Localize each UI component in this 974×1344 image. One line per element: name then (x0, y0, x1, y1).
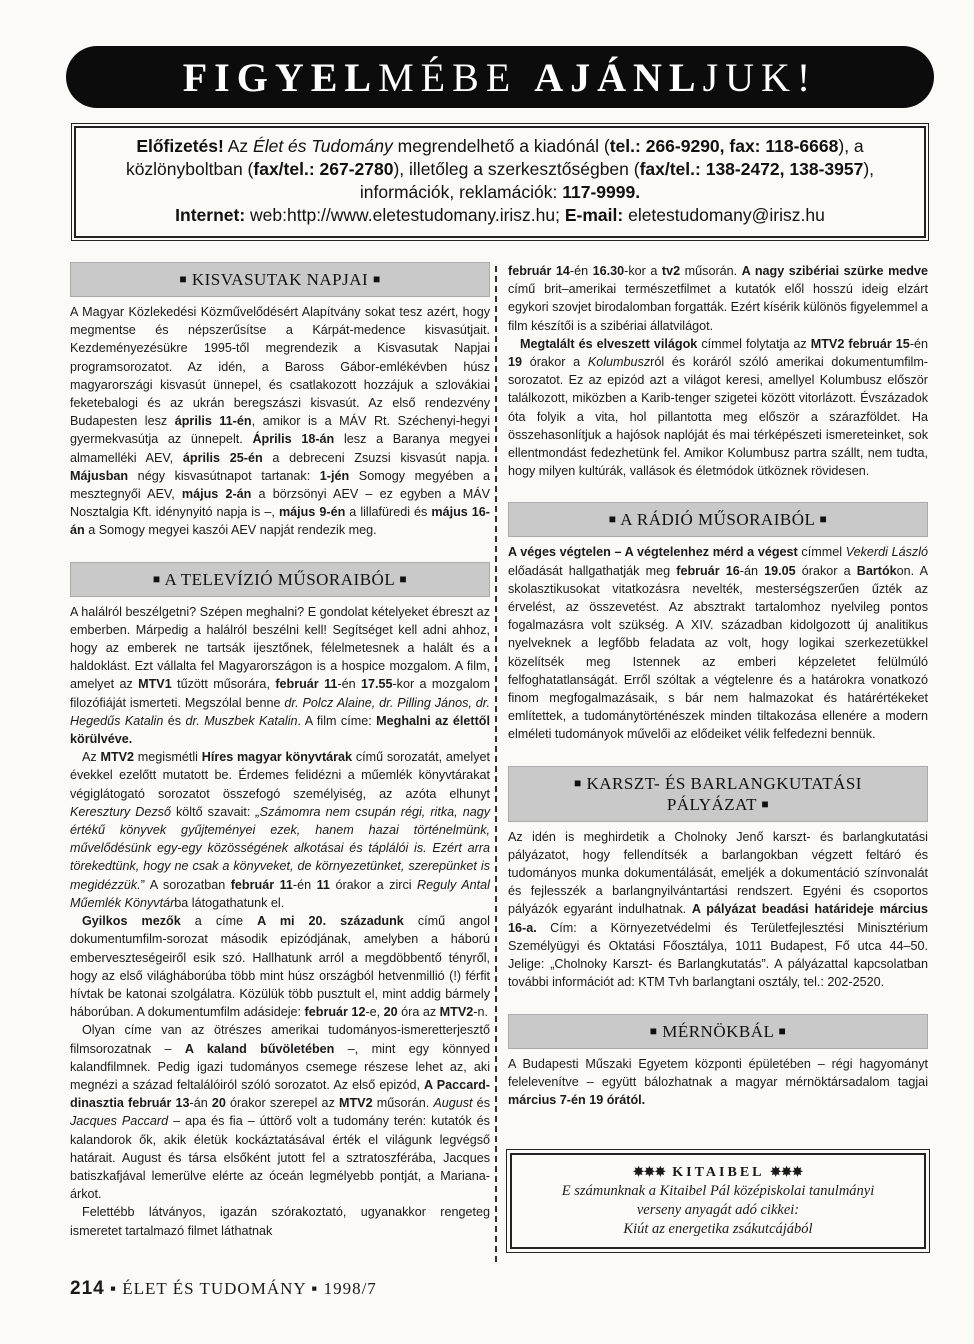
i: August (433, 1096, 473, 1111)
phone-info: 117-9999. (562, 182, 641, 202)
b: 20 (211, 1096, 226, 1111)
b: Májusban (70, 468, 129, 483)
kisvasut-text (70, 303, 490, 540)
left-column (70, 262, 490, 1240)
t: című angol dokumentumfilm-sorozat második epizódjának, amelyben a háború emberveszteségeiről esik szó. Hallhatunk arról a megdöbbentő tényről, hogy az első világháborúba több mint húsz országból hetvenmillió (!) férfit hívtak be katonai szolgálatra. Közülük több pusztult el, mint addig bármely háborúban. A dokumentumfilm adásideje: (70, 914, 490, 1020)
b: Megtalált és elveszett világok (520, 336, 698, 351)
t: – apa és fia – úttörő volt a tudomány terén: kutatók és kalandorok ők, akik életük kockáztatásával érték el világunk legvégső határait. August és társa elsőként jutott fel a sztratoszférába, Jacques batiszkafjával lemerülve elérte az óceán legmélyebb pontját, a Mariana-árkot. (70, 1114, 490, 1202)
right-column (508, 262, 928, 1109)
page-number: 214 (70, 1278, 105, 1299)
t: -án (739, 563, 765, 578)
t: ba látogathatunk el. (174, 895, 285, 910)
tv-paragraph-4 (70, 1021, 490, 1203)
b: február 11 (230, 877, 293, 892)
t: Cím: a Környezetvédelmi és Területfejlesztési Minisztérium Személyügyi és Oktatási Főosztálya, 1011 Budapest, Fő utca 44–50. Jelige: „Cholnoky Karszt- és Barlangkutatás”. A pályázattal kapcsolatban további információt ad: KTM Tvh barlangtani osztály, tel.: 202-2520. (508, 920, 928, 990)
b: Meghalni az élettől körülvéve. (70, 713, 490, 747)
kitaibel-title (512, 1164, 924, 1181)
banner-title (183, 54, 818, 101)
subscription-heading: Előfizetés! (136, 136, 224, 156)
column-divider (495, 266, 497, 1262)
i: Vekerdi László (845, 545, 928, 560)
header-banner (66, 46, 934, 108)
email-label: E-mail: (564, 205, 624, 225)
heading-text: MÉRNÖKBÁL (662, 1021, 774, 1041)
t: című brit–amerikai természetfilmet a kutatók elől hosszú ideig elzárt egykori szovjet birodalomban forgatták. Ezért kísérik különös figyelemmel a film készítői is a szibériai állatvilágot. (508, 282, 928, 333)
stars-icon: ✸✸✸ (633, 1164, 666, 1179)
banner-part-1: FIGYEL (182, 54, 379, 100)
text: ), információk, reklamációk: (359, 159, 875, 202)
heading-text: PÁLYÁZAT (666, 794, 757, 814)
t: négy kisvasútnapot tartanak: (128, 468, 320, 483)
t: Felettébb látványos, igazán szórakoztató, ugyanakkor rengeteg ismeretet tartalmazó filmet láthatnak (70, 1205, 490, 1238)
t: . A film címe: (297, 713, 377, 728)
b: A kaland bűvöletében (184, 1041, 335, 1056)
phone-editorial: fax/tel.: 138-2472, 138-3957 (639, 159, 864, 179)
b: Gyilkos mezők (82, 914, 181, 929)
b: 11 (316, 877, 330, 892)
t: -e, (365, 1005, 384, 1020)
website-link[interactable]: web:http://www.eletestudomany.irisz.hu; (245, 205, 565, 225)
i: dr. Polcz Alaine, dr. Pilling János, dr. Hegedűs Katalin (70, 695, 490, 728)
t: Somogy megyében a mesztegnyői AEV, (70, 468, 490, 502)
i: Reguly Antal Műemlék Könyvtár (70, 877, 490, 910)
b: február 14 (508, 264, 570, 278)
b: MTV2 (100, 750, 135, 765)
stars-icon: ✸✸✸ (770, 1164, 803, 1179)
i: „Számomra nem csupán régi, ritka, nagy értékű könyvek gyűjteményei ezek, hanem hazai történelmünk, művelődésünk egy-egy közösségének alkotásai és táplálói is. Ezért arra törekedtünk, hogy ne csak a könyveket, de környezetünket, szerepünket is megidézzük. (70, 804, 491, 892)
t: megismétli (134, 750, 202, 765)
t: órakor a (795, 563, 857, 578)
t: előadását hallgathatják meg (508, 563, 677, 578)
text: megrendelhető a kiadónál ( (392, 136, 610, 156)
b: április 11-én (174, 414, 252, 429)
b: február 12 (304, 1005, 366, 1020)
karszt-heading: ■ KARSZT- ÉS BARLANGKUTATÁSI PÁLYÁZAT ■ (508, 766, 928, 822)
t: órakor a zirci (329, 877, 418, 892)
t: A Magyar Közlekedési Közművelődésért Alapítvány sokat tesz azért, hogy megmentse és népszerűsítse a Kárpát-medence kisvasútjait. Kezdeményezésükre 1995-től megrendezik a Kisvasutak Napjai programsorozatot. Az idén, a Baross Gábor-emlékévben húsz magyarországi kisvasút ünnepel, és csatlakozott hozzájuk a szlovákiai feketebalogi és az ukrán beregszászi kisvasút. Az első rendezvény Budapesten lesz (70, 305, 490, 429)
b: február 11 (275, 677, 338, 692)
banner-part-2: MÉBE (378, 54, 518, 100)
t: óra az (397, 1005, 440, 1020)
t: -én (292, 877, 317, 892)
t: órakor szerepel az (225, 1096, 339, 1111)
b: tv2 (661, 264, 681, 278)
b: 19.05 (764, 563, 796, 578)
text: ), a közlönyboltban ( (125, 136, 864, 179)
body-line: Kiút az energetika zsákutcájából (623, 1221, 813, 1237)
b: A nagy szibériai szürke medve (741, 264, 928, 278)
i: Kolumbusz (587, 355, 651, 370)
tv-paragraph-1 (70, 603, 490, 749)
b: április 25-én (182, 450, 263, 465)
magazine-name: Élet és Tudomány (253, 136, 393, 156)
kitaibel-title-text: KITAIBEL (672, 1165, 764, 1180)
i: Keresztury Dezső (70, 804, 171, 819)
t: ról és koráról szóló amerikai dokumentumfilm-sorozatot. Ez az epizód azt a világot keresi, amellyel Kolumbusz először találkozott, miközben a Karib-tenger szigetei között vitorlázott. Évszázadok óta folyik a vita, hol pillantotta meg először a szárazföldet. Ha összehasonlítjuk a hajósok naplóját és mai térképészeti ismereteinket, sok ellentmondást fedezhetünk fel. Amikor Kolumbusz partra szállt, nem tudta, hogy milyen kultúrák, vallások és életmódok ütköznek rövidesen. (508, 355, 929, 479)
t: műsorán. (372, 1096, 434, 1111)
heading-text: A RÁDIÓ MŰSORAIBÓL (620, 510, 815, 530)
t: a Somogy megyei kaszói AEV napját rendezik meg. (84, 523, 377, 538)
phone-publisher: tel.: 266-9290, fax: 118-6668 (609, 136, 839, 156)
t: -án (189, 1096, 212, 1111)
b: május 2-án (181, 487, 252, 502)
b: 17.55 (360, 677, 393, 692)
b: 20 (383, 1005, 398, 1020)
b: A mi 20. századunk (257, 914, 404, 929)
i: Jacques Paccard (70, 1114, 169, 1129)
b: Híres magyar könyvtárak (201, 750, 353, 765)
t: -én (909, 336, 929, 351)
b: február 16 (676, 563, 740, 578)
t: Olyan címe van az ötrészes amerikai tudományos-ismeretterjesztő filmsorozatnak – (70, 1023, 490, 1056)
b: május 16-án (70, 505, 490, 538)
b: 1-jén (319, 468, 350, 483)
t: lesz a Baranya megyei almamelléki AEV, (70, 432, 491, 465)
t: tűzött műsorára, (171, 677, 276, 692)
t: a címe (180, 914, 258, 929)
tv-paragraph-2 (70, 748, 490, 912)
heading-text: KARSZT- ÉS BARLANGKUTATÁSI (586, 773, 862, 793)
subscription-box (74, 126, 926, 238)
t: költő szavait: (170, 804, 256, 819)
t: a lillafüredi és (345, 505, 432, 520)
kitaibel-body (512, 1182, 924, 1239)
tv-paragraph-3 (70, 912, 490, 1021)
t: a debreceni Zsuzsi kisvasút napja. (262, 450, 490, 465)
t: műsorán. (680, 264, 742, 278)
email-link[interactable]: eletestudomany@irisz.hu (623, 205, 825, 225)
i: dr. Muszbek Katalin (185, 713, 298, 728)
t: című sorozatát, amelyet évekkel ezelőtt mutatott be. Érdemes felidézni a műemlék könyvtárakat végiglátogató sorozatot összefogó személyiség, az azóta elhunyt (70, 750, 491, 801)
banner-part-3: AJÁNL (534, 54, 703, 100)
t: A halálról beszélgetni? Szépen meghalni? E gondolat kételyeket ébreszt az emberben. Márpedig a halálról beszélni kell! Segítséget kell adni ahhoz, hogy az emberek ne tartsák ijesztőnek, félelmetesnek a halált és a haldoklást. Ezt vállalta fel Magyarországon is a hospice mozgalom. A film, amelyet az (70, 604, 490, 692)
t: -kor a mozgalom filozófiáját ismerteti. Megszólal benne (70, 677, 490, 710)
t: ” A sorozatban (140, 877, 231, 892)
t: on. A skolasztikusokat vitatkozásra nevelték, mesterségszerűen űzték az érvelést, az összevetést. Az absztrakt tartalomhoz nyelvileg pontos fogalmazásra volt szükség. A XIV. században kidolgozott új analitikus nyelveknek a legfőbb feladata az volt, hogy logikai szerkezetükkel közelítsék meg Istennek az emberi képzeletet felülmúló felfoghatatlanságát. Erről szóltak a végtelenre és a határokra vonatkozó finom megfogalmazásaik, s bár nem halmazokat és határértékeket említettek, a tudománytörténészek minden tiltakozása ellenére a modern elméleti tudományok művelői az elődeiket vélik felfedezni bennük. (508, 563, 929, 742)
b: A pályázat beadási határideje március 16-a. (508, 902, 928, 935)
mernokbal-heading: ■ MÉRNÖKBÁL ■ (508, 1014, 928, 1049)
b: március 7-én 19 órától. (508, 1092, 646, 1107)
text: Az (223, 136, 254, 156)
b: MTV2 (439, 1005, 474, 1020)
tv-paragraph-5-cont (508, 262, 928, 335)
t: A Budapesti Műszaki Egyetem központi épületében – régi hagyományt felelevenítve – együtt bálozhatnak a magyar mérnöktársadalom tagjai (508, 1056, 928, 1089)
b: május 9-én (278, 505, 346, 520)
page-footer: 214 ▪ ÉLET ÉS TUDOMÁNY ▪ 1998/7 (70, 1278, 377, 1299)
body-line: verseny anyagát adó cikkei: (636, 1202, 800, 1218)
b: Bartók (856, 563, 897, 578)
t: címmel folytatja az (697, 336, 811, 351)
heading-text: A TELEVÍZIÓ MŰSORAIBÓL (164, 569, 395, 589)
radio-text (508, 543, 928, 743)
tv-heading: ■ A TELEVÍZIÓ MŰSORAIBÓL ■ (70, 562, 490, 597)
heading-text: KISVASUTAK NAPJAI (191, 270, 369, 289)
b: MTV1 (138, 677, 172, 692)
mernokbal-text (508, 1055, 928, 1110)
t: és (163, 713, 186, 728)
t: órakor a (522, 355, 588, 370)
t: –, mint egy könnyed kalandfilmnek. Pedig igazi tudományos csemege részese lehet az, aki megnézi a század feltalálóiról szóló sorozatot. Az első epizód, (70, 1041, 490, 1092)
t: Az (82, 750, 101, 765)
t: és (472, 1096, 490, 1111)
b: Április 18-án (252, 432, 335, 447)
tv-paragraph-6 (508, 335, 928, 481)
b: A Paccard-dinasztia február 13 (70, 1077, 490, 1111)
t: -n. (473, 1005, 488, 1020)
t: , amikor is a MÁV Rt. Széchenyi-hegyi gyermekvasútja az ünnepelt. (70, 414, 491, 447)
kitaibel-box (510, 1153, 926, 1249)
text: ), illetőleg a szerkesztőségben ( (393, 159, 640, 179)
karszt-text (508, 828, 928, 992)
footer-issue: 1998/7 (323, 1279, 377, 1298)
phone-shop: fax/tel.: 267-2780 (253, 159, 394, 179)
internet-label: Internet: (175, 205, 246, 225)
b: 16.30 (592, 264, 625, 278)
t: Az idén is meghirdetik a Cholnoky Jenő karszt- és barlangkutatási pályázatot, hogy fellendítsék a barlangokban végzett feltáró és tudományos munka dokumentálását, emeljék a dokumentáció színvonalát és fejlesszék a barlangnyilvántartási rendszert. Egyéni és csoportos pályázók egyaránt indulhatnak. (508, 829, 928, 917)
b: MTV2 (339, 1096, 373, 1111)
t: a börzsönyi AEV – ez egyben a MÁV Nosztalgia Kft. idénynyitó napja is –, (70, 487, 491, 520)
b: A véges végtelen – A végtelenhez mérd a végest (508, 545, 798, 560)
t: -én (569, 264, 593, 278)
b: 19 (508, 355, 523, 370)
banner-part-4: JUK! (702, 54, 818, 100)
t: -én (337, 677, 361, 692)
kisvasut-heading: ■ KISVASUTAK NAPJAI ■ (70, 262, 490, 297)
body-line: E számunknak a Kitaibel Pál középiskolai tanulmányi (561, 1183, 875, 1199)
t: címmel (797, 545, 846, 560)
tv-paragraph-5-start (70, 1203, 490, 1239)
t: -kor a (624, 264, 662, 278)
b: MTV2 február 15 (810, 336, 910, 351)
radio-heading: ■ A RÁDIÓ MŰSORAIBÓL ■ (508, 502, 928, 537)
footer-magazine: ÉLET ÉS TUDOMÁNY (122, 1279, 307, 1298)
